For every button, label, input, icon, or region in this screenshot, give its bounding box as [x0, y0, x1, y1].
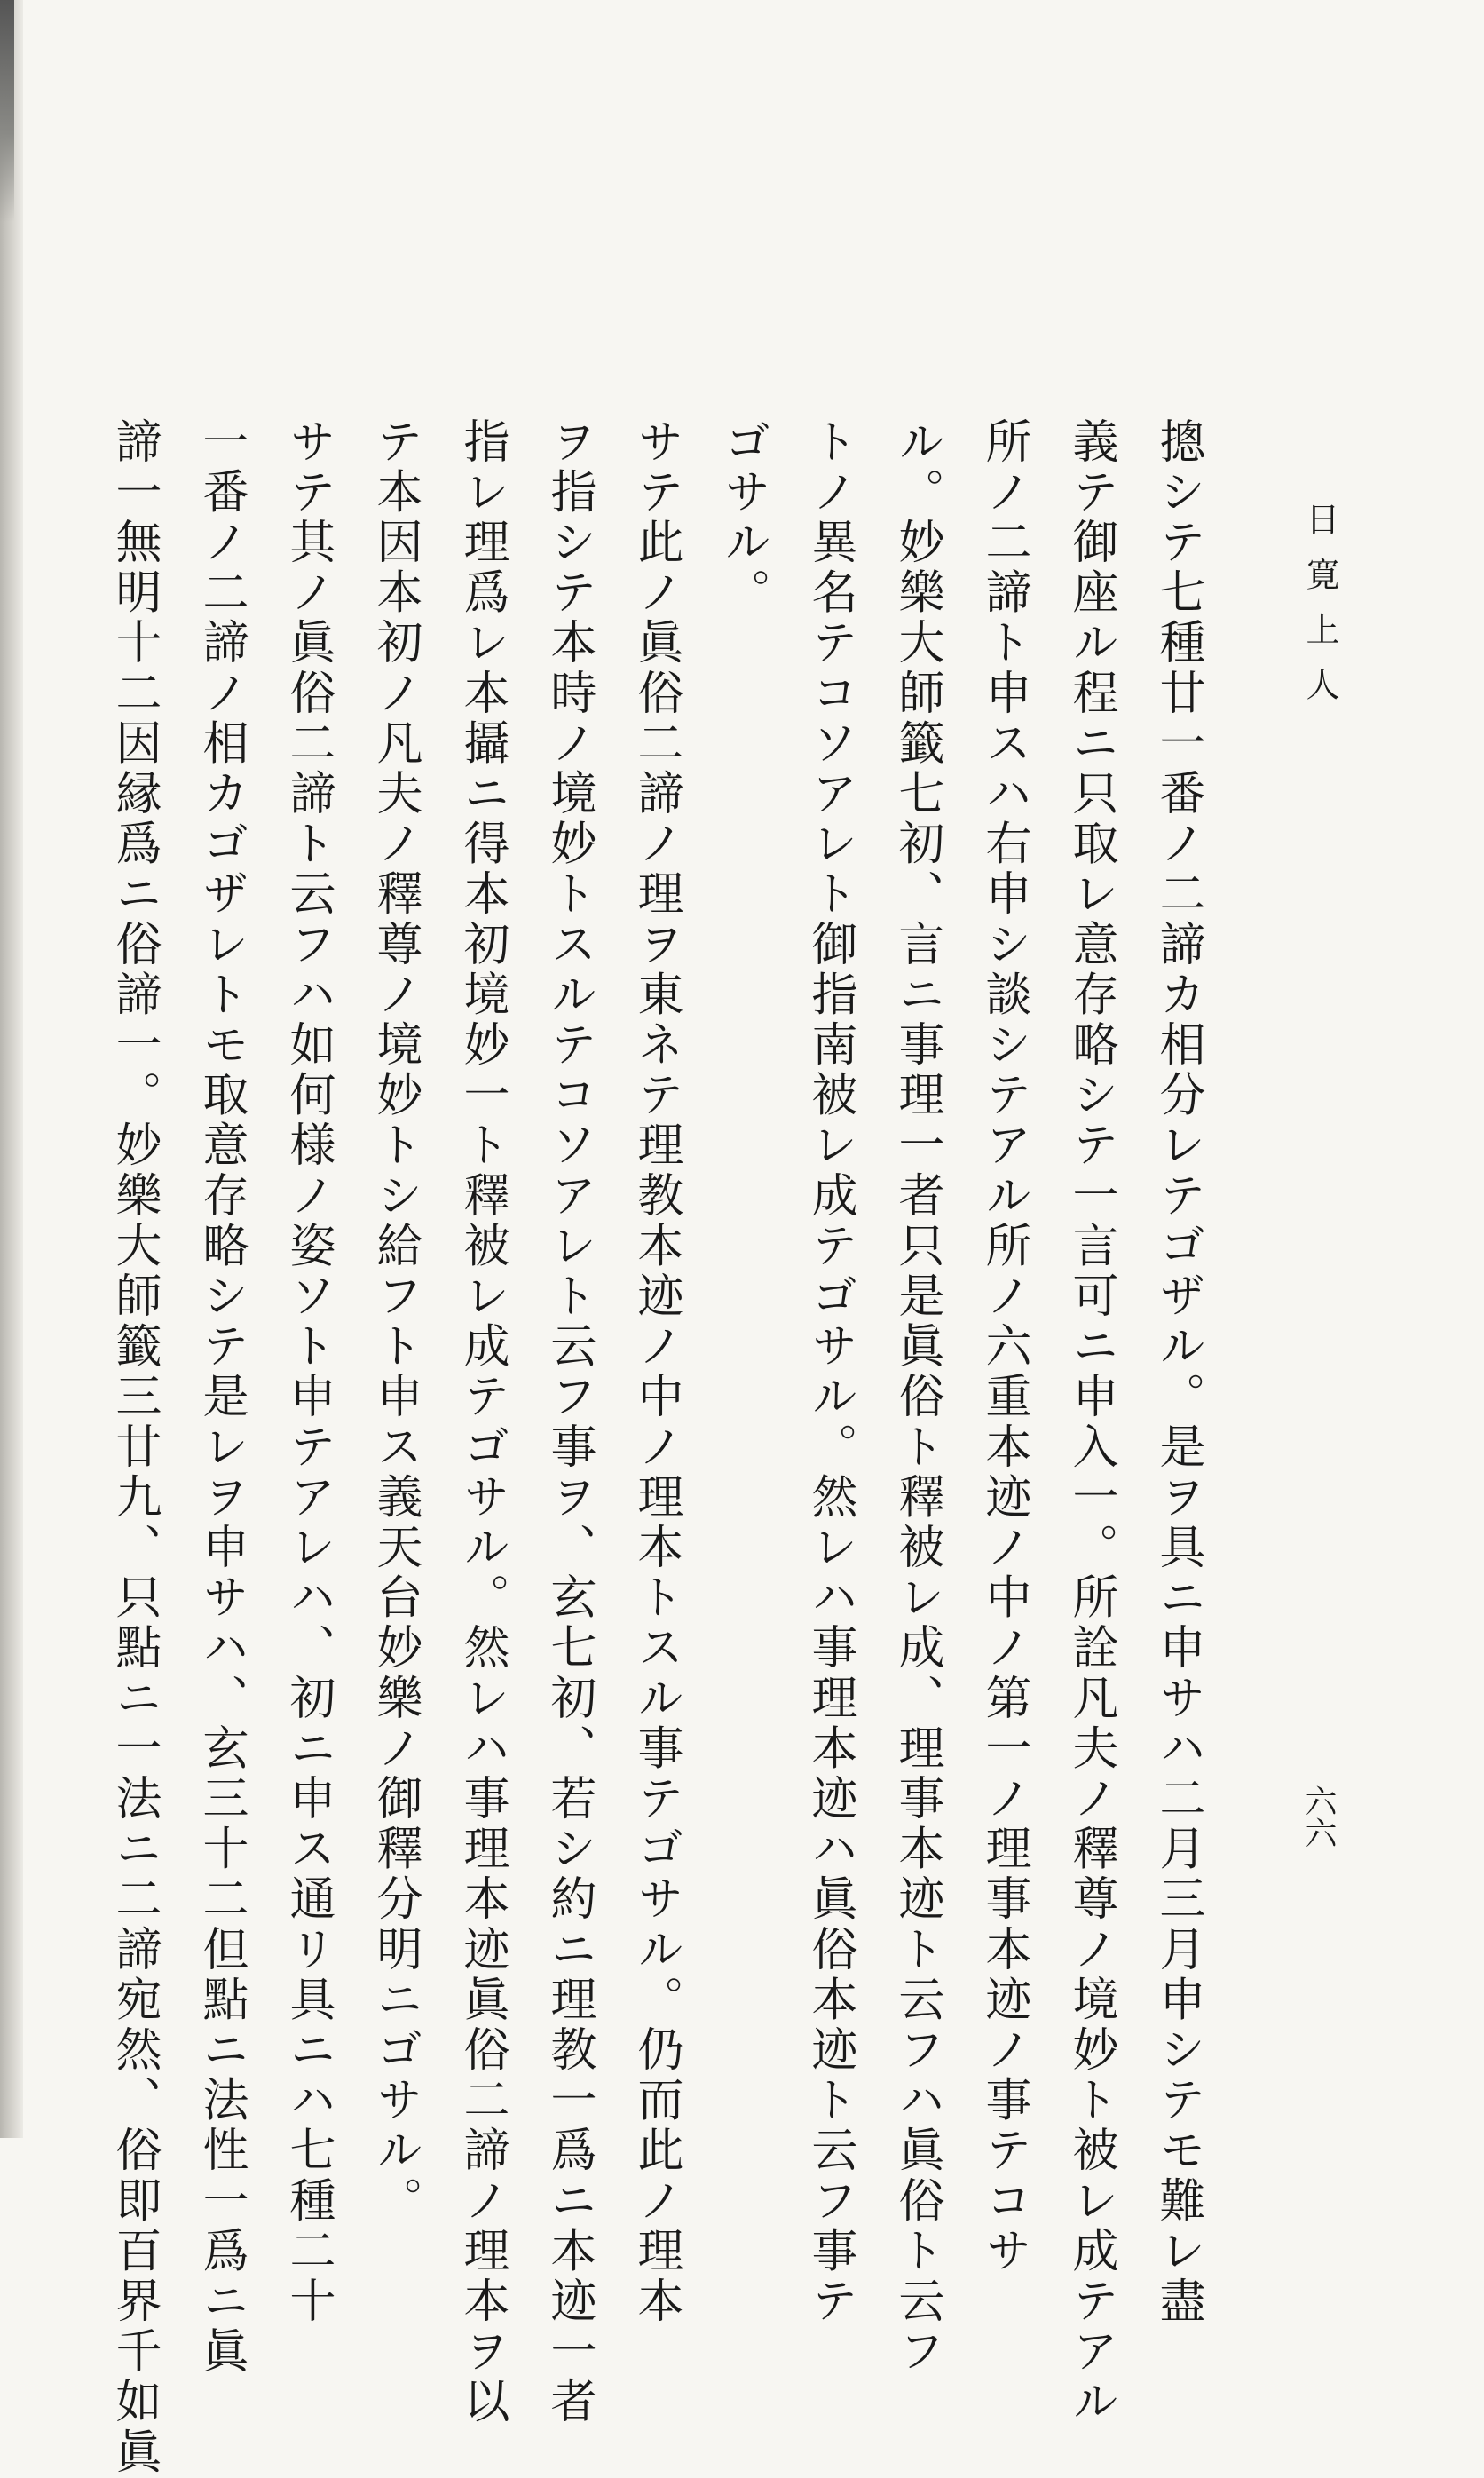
binding-gutter: [0, 0, 23, 2138]
text-line: 所ノ二諦ト申スハ右申シ談シテアル所ノ六重本迹ノ中ノ第一ノ理事本迹ノ事テコサ: [977, 417, 1030, 2277]
text-line: トノ異名テコソアレト御指南被レ成テゴサル。然レハ事理本迹ハ眞俗本迹ト云フ事テ: [803, 417, 856, 2327]
text-line: 諦一無明十二因縁爲ニ俗諦一。妙樂大師籤三廿九、只點ニ一法ニ二諦宛然、俗即百界千如眞: [107, 417, 161, 2478]
text-line: 義テ御座ル程ニ只取レ意存略シテ一言可ニ申入一。所詮凡夫ノ釋尊ノ境妙ト被レ成テアル: [1064, 417, 1117, 2427]
running-head: 日寛上人: [1300, 502, 1339, 722]
page-number: 六六: [1300, 1785, 1337, 1849]
binding-shadow: [0, 0, 14, 222]
text-line: 一番ノ二諦ノ相カゴザレトモ取意存略シテ是レヲ申サハ、玄三十二但點ニ法性一爲ニ眞: [194, 417, 248, 2378]
text-line: ゴサル。: [716, 417, 770, 619]
text-line: 指レ理爲レ本攝ニ得本初境妙一ト釋被レ成テゴサル。然レハ事理本迹眞俗二諦ノ理本ヲ以: [455, 417, 509, 2427]
text-line: ヲ指シテ本時ノ境妙トスルテコソアレト云フ事ヲ、玄七初、若シ約ニ理教一爲ニ本迹一者: [542, 417, 596, 2427]
text-line: テ本因本初ノ凡夫ノ釋尊ノ境妙トシ給フト申ス義天台妙樂ノ御釋分明ニゴサル。: [368, 417, 422, 2227]
text-line: サテ其ノ眞俗二諦ト云フハ如何様ノ姿ソト申テアレハ、初ニ申ス通リ具ニハ七種二十: [281, 417, 335, 2327]
text-line: サテ此ノ眞俗二諦ノ理ヲ東ネテ理教本迹ノ中ノ理本トスル事テゴサル。仍而此ノ理本: [629, 417, 683, 2327]
text-line: ル。妙樂大師籤七初、言ニ事理一者只是眞俗ト釋被レ成、理事本迹ト云フハ眞俗ト云フ: [890, 417, 943, 2378]
text-line: 摠シテ七種廿一番ノ二諦カ相分レテゴザル。是ヲ具ニ申サハ二月三月申シテモ難レ盡: [1151, 417, 1204, 2327]
